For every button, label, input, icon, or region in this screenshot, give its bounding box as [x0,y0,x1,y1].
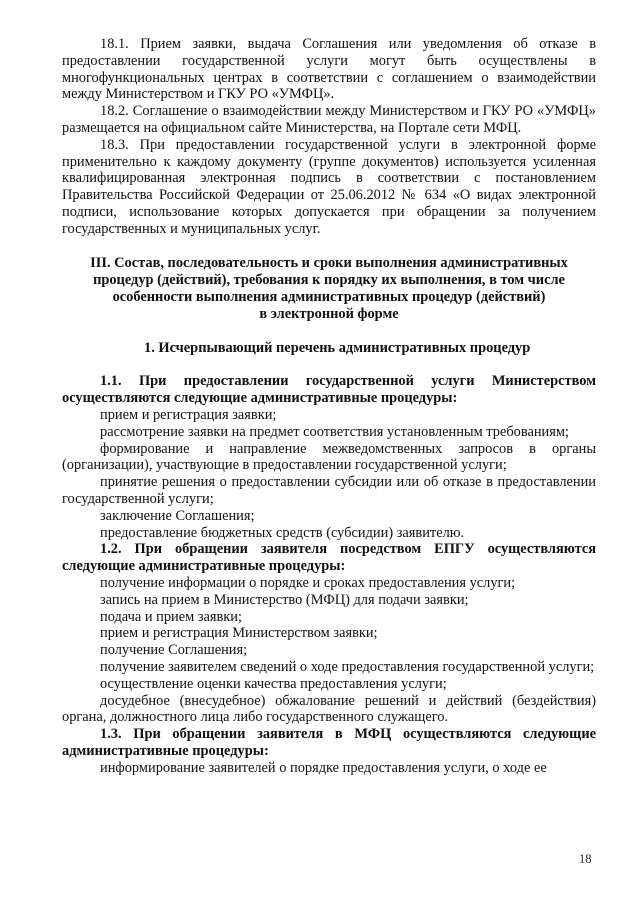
list-item: подача и прием заявки; [100,608,243,625]
section-title-line: процедур (действий), требования к порядку их выполнения, в том числе [93,271,565,288]
section-title-line: III. Состав, последовательность и сроки выполнения административных [90,254,568,271]
paragraph-18-3: 18.3. При предоставлении государственной услуги в электронной форме применительно к каждому документу (группе документов) используется усиленная квалифицированная электронная подпись в соответствии с постановлением Правительства Российской Федерации от 25.06.2012 № 634 «О видах электронной подписи, использование которых допускается при обращении за получением государственных и муниципальных услуг. [62,136,596,237]
list-item: формирование и направление межведомственных запросов в органы (организации), участвующие в предоставлении государственной услуги; [62,440,596,474]
section-title [62,255,596,323]
document-page [62,36,596,776]
list-item: рассмотрение заявки на предмет соответствия установленным требованиям; [100,423,569,440]
paragraph-18-1: 18.1. Прием заявки, выдача Соглашения или уведомления об отказе в предоставлении государственной услуги могут быть осуществлены в многофункциональных центрах в соответствии с соглашением о взаимодействии между Министерством и ГКУ РО «УМФЦ». [62,36,596,103]
block-1-2-heading: 1.2. При обращении заявителя посредством ЕПГУ осуществляются следующие административные процедуры: [62,541,596,575]
subsection-title: 1. Исчерпывающий перечень административных процедур [144,339,531,356]
list-item: прием и регистрация заявки; [100,406,277,423]
list-item: получение информации о порядке и сроках предоставления услуги; [100,574,516,591]
section-title-line: в электронной форме [259,305,399,322]
list-item: получение Соглашения; [100,642,248,659]
section-title-line: особенности выполнения административных процедур (действий) [112,288,546,305]
list-item: получение заявителем сведений о ходе предоставления государственной услуги; [100,658,595,675]
list-item: запись на прием в Министерство (МФЦ) для подачи заявки; [100,591,469,608]
block-1-1-heading: 1.1. При предоставлении государственной услуги Министерством осуществляются следующие административные процедуры: [62,373,596,407]
list-item: заключение Соглашения; [100,507,255,524]
list-item: предоставление бюджетных средств (субсидии) заявителю. [100,524,465,541]
list-item: информирование заявителей о порядке предоставления услуги, о ходе ее [100,759,547,776]
list-item: осуществление оценки качества предоставления услуги; [100,675,447,692]
list-item: прием и регистрация Министерством заявки; [100,625,378,642]
page-number: 18 [579,852,592,866]
block-1-3-heading: 1.3. При обращении заявителя в МФЦ осуществляются следующие административные процедуры: [62,726,596,759]
paragraph-18-2: 18.2. Соглашение о взаимодействии между Министерством и ГКУ РО «УМФЦ» размещается на официальном сайте Министерства, на Портале сети МФЦ. [62,103,596,136]
list-item: принятие решения о предоставлении субсидии или об отказе в предоставлении государственной услуги; [62,474,596,507]
list-item: досудебное (внесудебное) обжалование решений и действий (бездействия) органа, должностного лица либо государственного служащего. [62,692,596,726]
